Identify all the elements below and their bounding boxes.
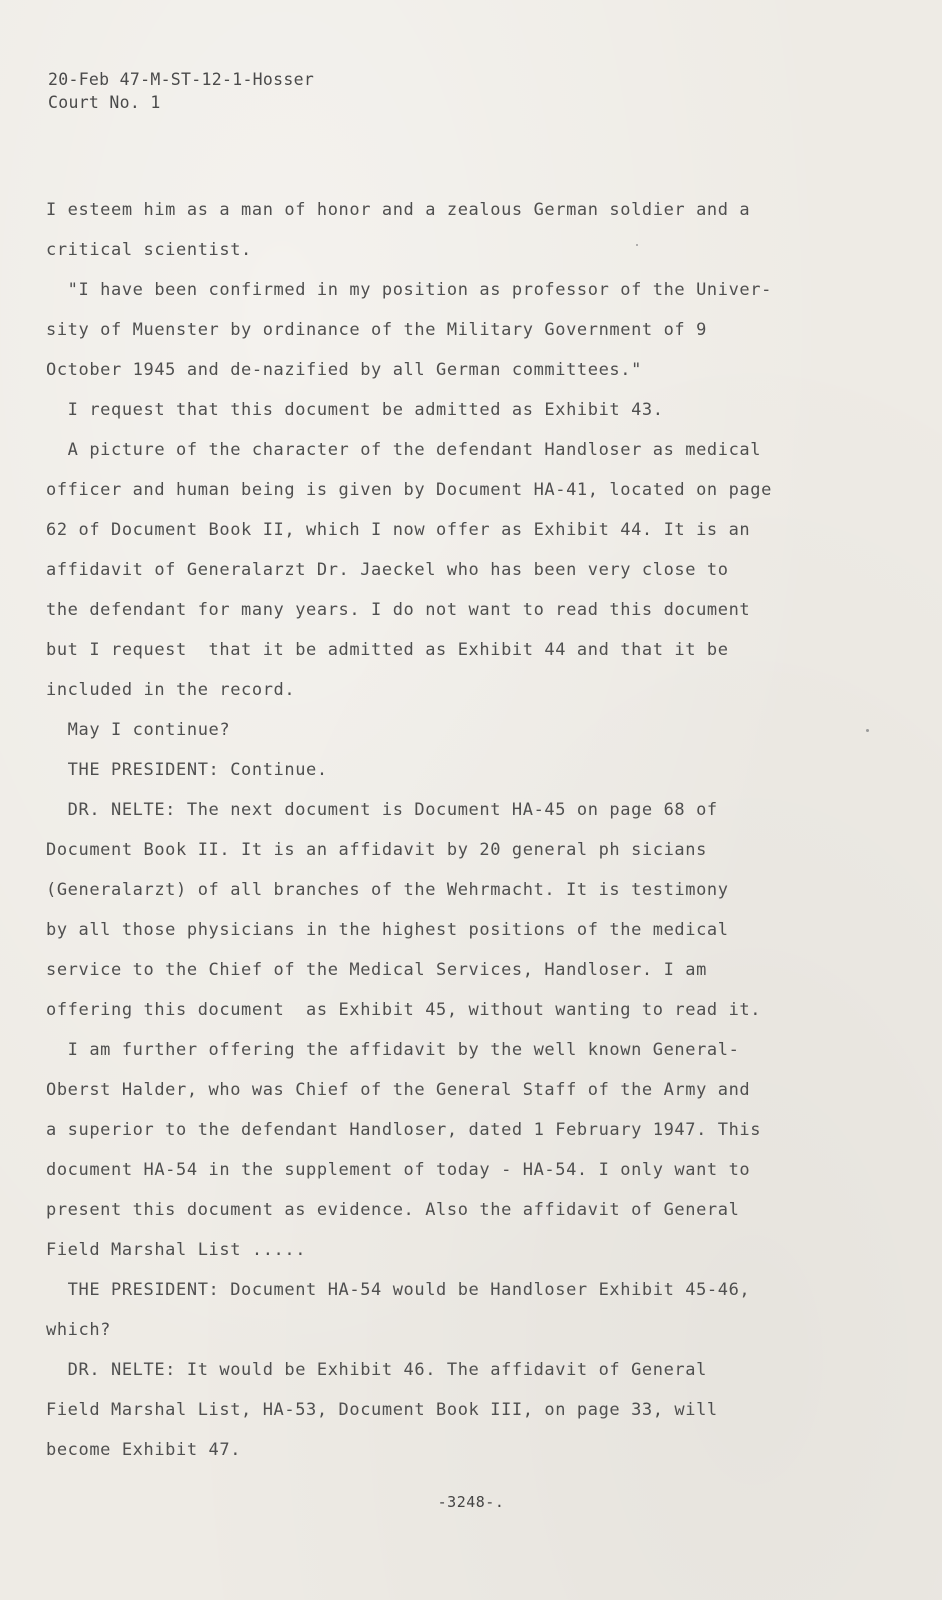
text-line: I request that this document be admitted as Exhibit 43.	[46, 400, 664, 420]
text-line: October 1945 and de-nazified by all German committees."	[46, 360, 642, 380]
text-line: Field Marshal List .....	[46, 1240, 307, 1260]
paper-speck	[636, 244, 638, 246]
text-line: I am further offering the affidavit by the well known General-	[46, 1040, 740, 1060]
text-line: but I request that it be admitted as Exhibit 44 and that it be	[46, 640, 729, 660]
document-body	[46, 190, 906, 1470]
text-line: 62 of Document Book II, which I now offer as Exhibit 44. It is an	[46, 520, 751, 540]
text-line: included in the record.	[46, 680, 296, 700]
text-line: THE PRESIDENT: Document HA-54 would be Handloser Exhibit 45-46,	[46, 1280, 751, 1300]
text-line: become Exhibit 47.	[46, 1440, 242, 1460]
text-line: Field Marshal List, HA-53, Document Book III, on page 33, will	[46, 1400, 718, 1420]
text-line: "I have been confirmed in my position as professor of the Univer-	[46, 280, 772, 300]
text-line: DR. NELTE: It would be Exhibit 46. The affidavit of General	[46, 1360, 707, 1380]
text-line: May I continue?	[46, 720, 231, 740]
header-reference: 20-Feb 47-M-ST-12-1-Hosser	[48, 70, 315, 89]
text-line: which?	[46, 1320, 112, 1340]
text-line: the defendant for many years. I do not want to read this document	[46, 600, 751, 620]
text-line: affidavit of Generalarzt Dr. Jaeckel who has been very close to	[46, 560, 729, 580]
text-line: Document Book II. It is an affidavit by 20 general ph sicians	[46, 840, 707, 860]
text-line: (Generalarzt) of all branches of the Wehrmacht. It is testimony	[46, 880, 729, 900]
text-line: by all those physicians in the highest positions of the medical	[46, 920, 729, 940]
text-line: THE PRESIDENT: Continue.	[46, 760, 328, 780]
text-line: document HA-54 in the supplement of today - HA-54. I only want to	[46, 1160, 751, 1180]
text-line: sity of Muenster by ordinance of the Military Government of 9	[46, 320, 707, 340]
text-line: critical scientist.	[46, 240, 252, 260]
header-court: Court No. 1	[48, 93, 161, 112]
text-line: DR. NELTE: The next document is Document HA-45 on page 68 of	[46, 800, 718, 820]
paper-speck	[866, 729, 869, 732]
text-line: a superior to the defendant Handloser, dated 1 February 1947. This	[46, 1120, 762, 1140]
text-line: I esteem him as a man of honor and a zealous German soldier and a	[46, 200, 751, 220]
text-line: officer and human being is given by Document HA-41, located on page	[46, 480, 772, 500]
text-line: present this document as evidence. Also the affidavit of General	[46, 1200, 740, 1220]
page-number: -3248-.	[437, 1493, 505, 1511]
text-line: service to the Chief of the Medical Services, Handloser. I am	[46, 960, 707, 980]
text-line: Oberst Halder, who was Chief of the General Staff of the Army and	[46, 1080, 751, 1100]
text-line: offering this document as Exhibit 45, without wanting to read it.	[46, 1000, 762, 1020]
document-header	[48, 68, 314, 114]
text-line: A picture of the character of the defendant Handloser as medical	[46, 440, 762, 460]
